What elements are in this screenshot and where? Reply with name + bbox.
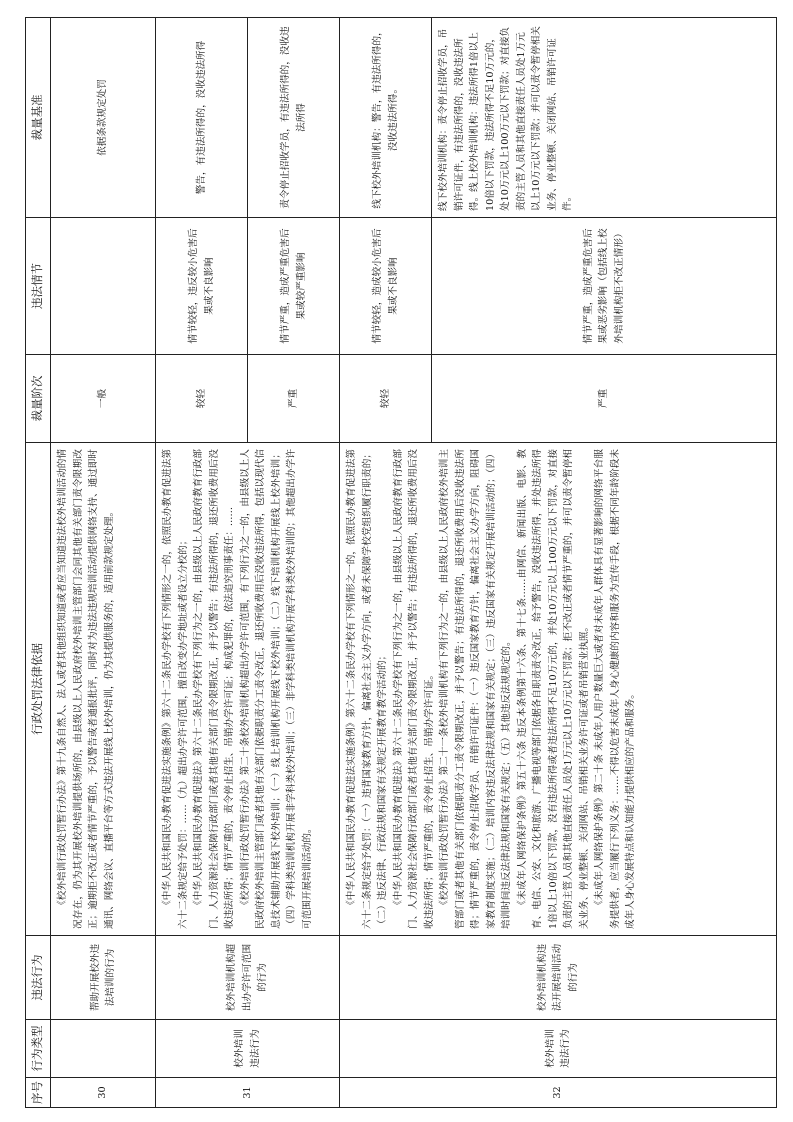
row-no: 30 [51, 1078, 156, 1108]
row-type [51, 1020, 156, 1078]
row-basis [156, 443, 340, 936]
row-no: 32 [340, 1078, 777, 1108]
row-circ: 情节严重，造成严重危害后果或恶劣影响（包括线上校外培训机构拒不改正情形） [432, 218, 777, 355]
header-no: 序号 [26, 1078, 51, 1108]
row-no: 31 [156, 1078, 340, 1108]
row-level: 严重 [432, 355, 777, 443]
basis-paragraph: 《未成年人网络保护条例》第五十六条 违反本条例第十六条、第十七条……由网信、新闻出版、电影、教育、电信、公安、文化和旅游、广播电视等部门依据各自职责责令改正，给予警告，没收违法所得，并处违法所得1倍以上10倍以下罚款，没有违法所得或者违法所得不足10万元的，并处10万元以上100万元以下罚款，对直接负责的主管人员和其他直接责任人员处1万元以上10万元以下罚款；拒不改正或者情节严重的，并可以责令暂停相关业务、停业整顿、关闭网站、吊销相关业务许可证或者吊销营业执照。 [516, 449, 590, 929]
header-circ: 违法情节 [26, 218, 51, 355]
table-row [156, 18, 248, 1108]
header-act: 违法行为 [26, 936, 51, 1020]
penalty-discretion-table [25, 17, 777, 1108]
row-std: 警告，有违法所得的，没收违法所得 [156, 18, 248, 218]
row-level: 较轻 [156, 355, 248, 443]
table-row [51, 18, 156, 1108]
row-level: 一般 [51, 355, 156, 443]
basis-paragraph: 《校外培训行政处罚暂行办法》第十九条自然人、法人或者其他组织知道或者应当知道违法校外培训活动的情况存在，仍为其开展校外培训提供场所的，由县级以上人民政府校外培训主管部门会同其他有关部门责令限期改正；逾期拒不改正或者情节严重的，予以警告或者通报批评，同时对为违法违规培训活动提供网络支持、通过即时通讯、网络会议、直播平台等方式违法开展线上校外培训，仍为其提供服务的，适用前款规定处理。 [57, 449, 115, 929]
basis-paragraph: 《未成年人网络保护条例》第二十条 未成年人用户数量巨大或者对未成年人群体具有显著影响的网络平台服务提供者，应当履行下列义务：……不得以危害未成年人身心健康的内容和服务为宣传手段，根据不同年龄阶段未成年人身心发展特点和认知能力提供相应的产品和服务。 [594, 449, 636, 929]
row-circ: 情节较轻，造成较小危害后果或不良影响 [340, 218, 432, 355]
basis-paragraph: 《中华人民共和国民办教育促进法实施条例》第六十二条民办学校有下列情形之一的，依照民办教育促进法第六十二条规定给予处罚：……（九）超出办学许可范围，擅自改变办学地址或者设立分校的； [162, 449, 189, 929]
row-type: 校外培训违法行为 [156, 1020, 340, 1078]
row-circ [51, 218, 156, 355]
header-level: 裁量阶次 [26, 355, 51, 443]
basis-paragraph: 《中华人民共和国民办教育促进法实施条例》第六十二条民办学校有下列情形之一的，依照民办教育促进法第六十二条规定给予处罚：（一）违背国家教育方针，偏离社会主义办学方向，或者未保障学校党组织履行职责的；（二）违反法律、行政法规和国家有关规定开展教育教学活动的； [346, 449, 388, 929]
row-act: 帮助开展校外违法培训的行为 [51, 936, 156, 1020]
basis-paragraph: 《校外培训行政处罚暂行办法》第二十条校外培训机构超出办学许可范围，有下列行为之一的，由县级以上人民政府校外培训主管部门或者其他有关部门依据职责分工责令改正，退还所收费用后没收违法所得，包括以现代信息技术辅助开展线下校外培训；（一）线上培训机构开展线下校外培训；（二）线下培训机构开展线上校外培训；（四）学科类培训机构开展非学科类校外培训；（三）非学科类培训机构开展学科类校外培训的；其他超出办学许可范围开展培训活动的。 [239, 449, 313, 929]
header-type: 行为类型 [26, 1020, 51, 1078]
row-act: 校外培训机构超出办学许可范围的行为 [156, 936, 340, 1020]
row-circ: 情节较轻，违反较小危害后果或不良影响 [156, 218, 248, 355]
row-std: 线下校外培训机构：责令停止招收学员，吊销许可证件，有违法所得的，没收违法所得。线上校外培训机构：违法所得1倍以上10倍以下罚款，违法所得不足10万元的，处10万元以上100万元以下罚款；对直接负责的主管人员和其他直接责任人员处1万元以上10万元以下罚款；并可以责令暂停相关业务、停业整顿、关闭网站、吊销许可证件。 [432, 18, 777, 218]
row-type: 校外培训违法行为 [340, 1020, 777, 1078]
basis-paragraph: 《中华人民共和国民办教育促进法》第六十二条民办学校有下列行为之一的，由县级以上人民政府教育行政部门、人力资源社会保障行政部门或者其他有关部门责令限期改正，并予以警告；有违法所得的，退还所收费用后没收违法所得；情节严重的，责令停止招生、吊销办学许可证。 [392, 449, 435, 929]
row-std: 线下校外培训机构：警告，有违法所得的，没收违法所得。 [340, 18, 432, 218]
header-row [26, 18, 51, 1108]
row-level: 较轻 [340, 355, 432, 443]
header-std: 裁量基准 [26, 18, 51, 218]
row-basis [51, 443, 156, 936]
basis-paragraph: 《中华人民共和国民办教育促进法》第六十二条民办学校有下列行为之一的，由县级以上人民政府教育行政部门、人力资源社会保障行政部门或者其他有关部门责令限期改正，并予以警告；有违法所得的，退还所收费用后没收违法所得；情节严重的，责令停止招生、吊销办学许可证；构成犯罪的，依法追究刑事责任：…… [193, 449, 235, 929]
row-act: 校外培训机构违法开展培训活动的行为 [340, 936, 777, 1020]
header-basis: 行政处罚法律依据 [26, 443, 51, 936]
row-circ: 情节严重，造成严重危害后果或较严重影响 [248, 218, 340, 355]
row-basis [340, 443, 777, 936]
row-std: 责令停止招收学员，有违法所得的，没收违法所得 [248, 18, 340, 218]
basis-paragraph: 《校外培训行政处罚暂行办法》第二十一条校外培训机构有下列行为之一的，由县级以上人民政府校外培训主管部门或者其他有关部门依据职责分工责令限期改正，并予以警告；有违法所得的，退还所收费用后没收违法所得；情节严重的，责令停止招收学员、吊销许可证件：（一）违反国家教育方针，偏离社会主义办学方向，阻碍国家教育制度实施；（二）培训内容违反法律法规和国家有关规定；（三）违反国家有关规定开展培训活动的；（四）培训时间违反法律法规和国家有关规定；（五）其他违反法规规定的。 [439, 449, 512, 929]
table-row [340, 18, 432, 1108]
row-level: 严重 [248, 355, 340, 443]
row-std: 依据条款规定处罚 [51, 18, 156, 218]
